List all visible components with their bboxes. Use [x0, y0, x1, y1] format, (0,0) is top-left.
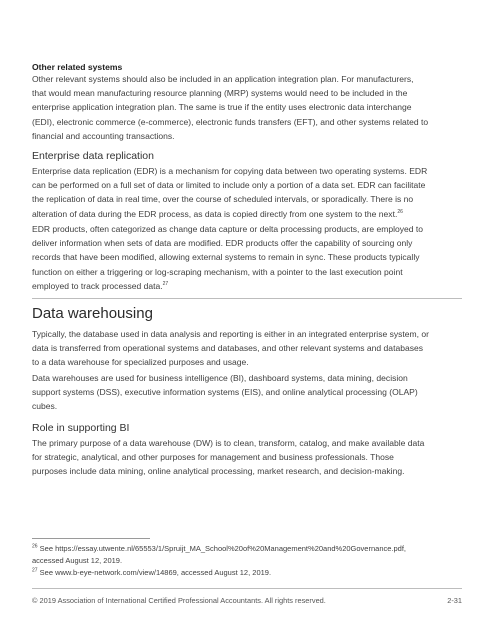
text-line: Typically, the database used in data analysis and reporting is either in an integrated enterprise system, or — [32, 329, 430, 339]
text-line: support systems (DSS), executive information systems (EIS), and online analytical processing (OLAP) — [32, 387, 418, 398]
text-line: The primary purpose of a data warehouse (DW) is to clean, transform, catalog, and make available data — [32, 438, 425, 448]
text-line: can be performed on a full set of data or limited to include only a portion of a data set. EDR can facilitate — [32, 180, 426, 191]
text-line — [32, 207, 462, 221]
footer-divider — [32, 588, 462, 589]
footnote-27 — [32, 567, 462, 579]
paragraph-edr-1 — [32, 164, 462, 221]
text-line: EDR products, often categorized as change data capture or delta processing products, are employed to — [32, 224, 424, 234]
text-line: Other relevant systems should also be included in an application integration plan. For manufacturers, — [32, 74, 414, 84]
footnote-text[interactable]: See https://essay.utwente.nl/65553/1/Spruijt_MA_School%20of%20Management%20and%20Governance.pdf, — [39, 544, 407, 553]
heading-data-warehousing: Data warehousing — [32, 305, 153, 322]
page-number: 2-31 — [447, 596, 462, 605]
paragraph-dw-1 — [32, 327, 462, 370]
text-line: deliver information when sets of data are modified. EDR products offer the capability of sourcing only — [32, 238, 413, 249]
text-line-content: alteration of data during the EDR process, as data is copied directly from one system to the next. — [32, 208, 398, 219]
page-footer — [32, 596, 462, 605]
text-line: financial and accounting transactions. — [32, 130, 175, 141]
footnote-line — [32, 567, 462, 579]
text-line: Data warehouses are used for business intelligence (BI), dashboard systems, data mining, decision — [32, 373, 408, 383]
text-line: enterprise application integration plan. The same is true if the entity uses electronic data interchange — [32, 102, 412, 113]
footnote-text[interactable]: See www.b-eye-network.com/view/14869, accessed August 12, 2019. — [39, 568, 272, 577]
paragraph-bi — [32, 436, 462, 479]
text-line: function on either a triggering or log-scraping mechanism, with a pointer to the last execution point — [32, 266, 403, 277]
footnote-number: 26 — [32, 543, 38, 550]
paragraph-edr-2 — [32, 222, 462, 293]
text-line: for strategic, analytical, and other purposes for management and business professionals. Those — [32, 452, 394, 463]
text-line: to a data warehouse for specialized purposes and usage. — [32, 357, 249, 368]
text-line-content: employed to track processed data. — [32, 280, 163, 291]
text-line: (EDI), electronic commerce (e-commerce), electronic funds transfers (EFT), and other systems related to — [32, 116, 429, 127]
text-line: purposes include data mining, online analytical processing, market research, and decision-making. — [32, 466, 405, 477]
text-line: data is transferred from operational systems and databases, and other relevant systems and databases — [32, 343, 423, 354]
heading-role-in-supporting-bi: Role in supporting BI — [32, 422, 130, 434]
footer-copyright: © 2019 Association of International Certified Professional Accountants. All rights reserved. — [32, 596, 326, 605]
text-line: cubes. — [32, 401, 58, 412]
paragraph-other-systems — [32, 72, 462, 143]
section-divider — [32, 298, 462, 299]
text-line: the replication of data in real time, over the course of scheduled intervals, or sporadically. There is no — [32, 194, 414, 205]
footnote-ref-26[interactable]: 26 — [397, 208, 403, 215]
heading-enterprise-data-replication: Enterprise data replication — [32, 150, 154, 162]
footnote-line — [32, 543, 462, 555]
paragraph-dw-2 — [32, 371, 462, 414]
text-line: records that have been modified, allowing external systems to remain in sync. These products typically — [32, 252, 420, 263]
text-line: that would mean manufacturing resource planning (MRP) systems would need to be included in the — [32, 88, 408, 99]
heading-other-related-systems: Other related systems — [32, 62, 123, 72]
footnote-line: accessed August 12, 2019. — [32, 555, 123, 565]
text-line — [32, 279, 462, 293]
footnote-divider — [32, 538, 150, 539]
footnote-ref-27[interactable]: 27 — [162, 280, 169, 287]
footnote-26 — [32, 543, 462, 566]
text-line: Enterprise data replication (EDR) is a mechanism for copying data between two operating systems. EDR — [32, 166, 428, 176]
footnote-number: 27 — [32, 567, 38, 574]
